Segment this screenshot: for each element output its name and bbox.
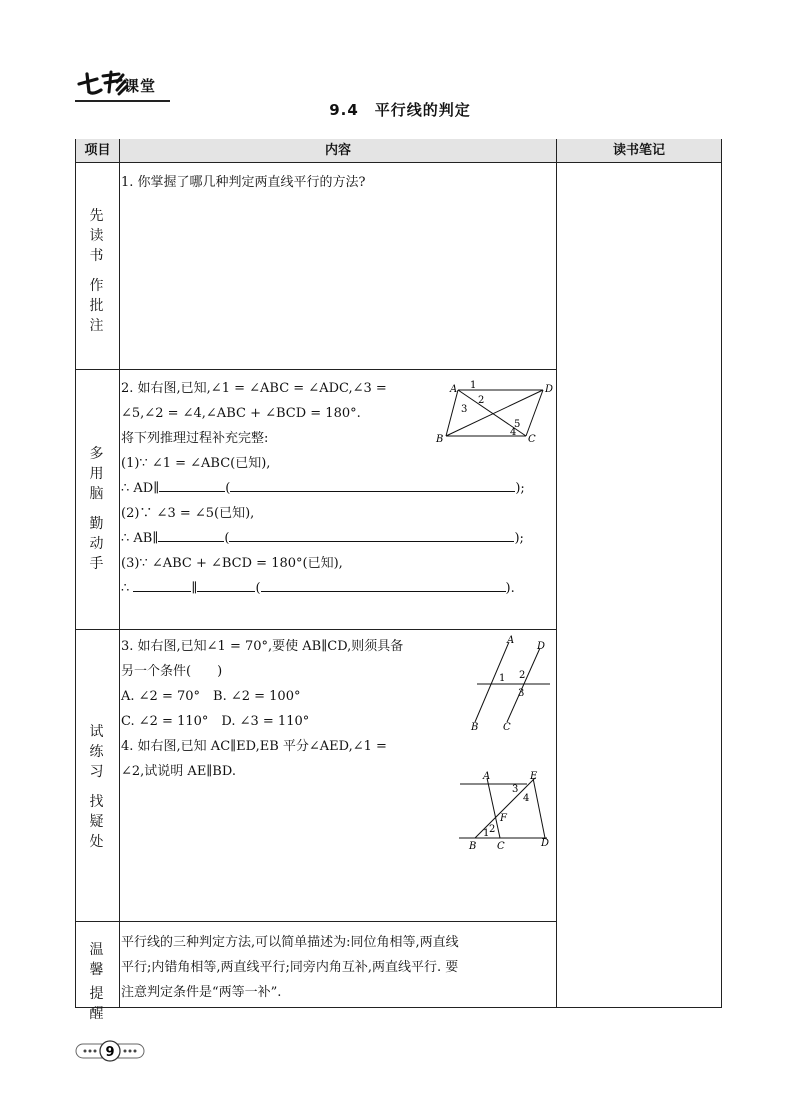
- angle-label: 4: [523, 793, 530, 804]
- angle-label: 2: [519, 670, 526, 681]
- question-3-4: 3. 如右图,已知∠1 = 70°,要使 AB∥CD,则须具备 另一个条件( ) A. ∠2 = 70° B. ∠2 = 100° C. ∠2 = 110° D. ∠3 = 110° 4. 如右图,已知 AC∥ED,EB 平分∠AED,∠1 = ∠2,试说明 AE∥BD.: [121, 639, 404, 779]
- angle-label: 1: [499, 673, 506, 684]
- col-header-item: 项目: [76, 139, 119, 162]
- angle-label: 4: [510, 427, 517, 438]
- point-label: F: [500, 813, 507, 824]
- figure-bisector: [455, 768, 555, 852]
- reason-blank[interactable]: [261, 579, 506, 592]
- column-divider: [556, 139, 557, 1008]
- row-divider: [75, 162, 722, 163]
- angle-label: 1: [470, 380, 477, 391]
- row-label-tips: 温 馨 提 醒: [89, 942, 104, 1022]
- page-number-badge: [75, 1040, 145, 1062]
- row-label-think: 多 用 脑 勤 动 手: [89, 446, 104, 572]
- answer-blank[interactable]: [159, 479, 225, 492]
- question-2: 2. 如右图,已知,∠1 = ∠ABC = ∠ADC,∠3 = ∠5,∠2 = ∠4,∠ABC + ∠BCD = 180°. 将下列推理过程补充完整: (1)∵ ∠1 = ∠ABC(已知), ∴ AD∥ ( ); (2)∵ ∠3 = ∠5(已知), ∴ AB∥ ( ); (3)∵ ∠ABC + ∠BCD = 180°(已知), ∴ ∥ ( ).: [121, 381, 525, 596]
- page-number: 9: [105, 1045, 115, 1060]
- page-title: 9.4 平行线的判定: [329, 101, 471, 119]
- reason-blank[interactable]: [229, 529, 514, 542]
- row-divider: [75, 921, 557, 922]
- tips-text: 平行线的三种判定方法,可以简单描述为:同位角相等,两直线 平行;内错角相等,两直线平行;同旁内角互补,两直线平行. 要 注意判定条件是“两等一补”.: [121, 935, 459, 1000]
- point-label: B: [471, 722, 479, 733]
- point-label: C: [503, 722, 511, 733]
- figure-quadrilateral: [430, 378, 555, 448]
- angle-label: 2: [489, 824, 496, 835]
- question-1: 1. 你掌握了哪几种判定两直线平行的方法?: [121, 175, 366, 190]
- angle-label: 5: [514, 419, 521, 430]
- point-label: D: [541, 838, 550, 849]
- point-label: A: [450, 384, 458, 395]
- col-header-notes: 读书笔记: [557, 139, 721, 162]
- angle-label: 3: [518, 688, 525, 699]
- point-label: B: [469, 841, 477, 852]
- row-label-read: 先 读 书 作 批 注: [89, 208, 104, 334]
- angle-label: 1: [483, 828, 490, 839]
- point-label: A: [483, 771, 491, 782]
- point-label: B: [436, 434, 444, 445]
- point-label: C: [528, 434, 536, 445]
- angle-label: 3: [461, 404, 468, 415]
- row-label-practice: 试 练 习 找 疑 处: [89, 724, 104, 850]
- point-label: D: [537, 641, 546, 652]
- point-label: A: [507, 635, 515, 646]
- col-header-content: 内容: [120, 139, 556, 162]
- column-divider: [119, 139, 120, 1008]
- row-divider: [75, 369, 557, 370]
- point-label: E: [530, 771, 538, 782]
- row-divider: [75, 629, 557, 630]
- answer-blank[interactable]: [197, 579, 255, 592]
- answer-blank[interactable]: [133, 579, 191, 592]
- angle-label: 3: [512, 784, 519, 795]
- angle-label: 2: [478, 395, 485, 406]
- reason-blank[interactable]: [230, 479, 515, 492]
- figure-parallel-lines: [465, 634, 555, 734]
- point-label: C: [497, 841, 505, 852]
- answer-blank[interactable]: [158, 529, 224, 542]
- point-label: D: [545, 384, 554, 395]
- brand-name: 课堂: [124, 77, 157, 95]
